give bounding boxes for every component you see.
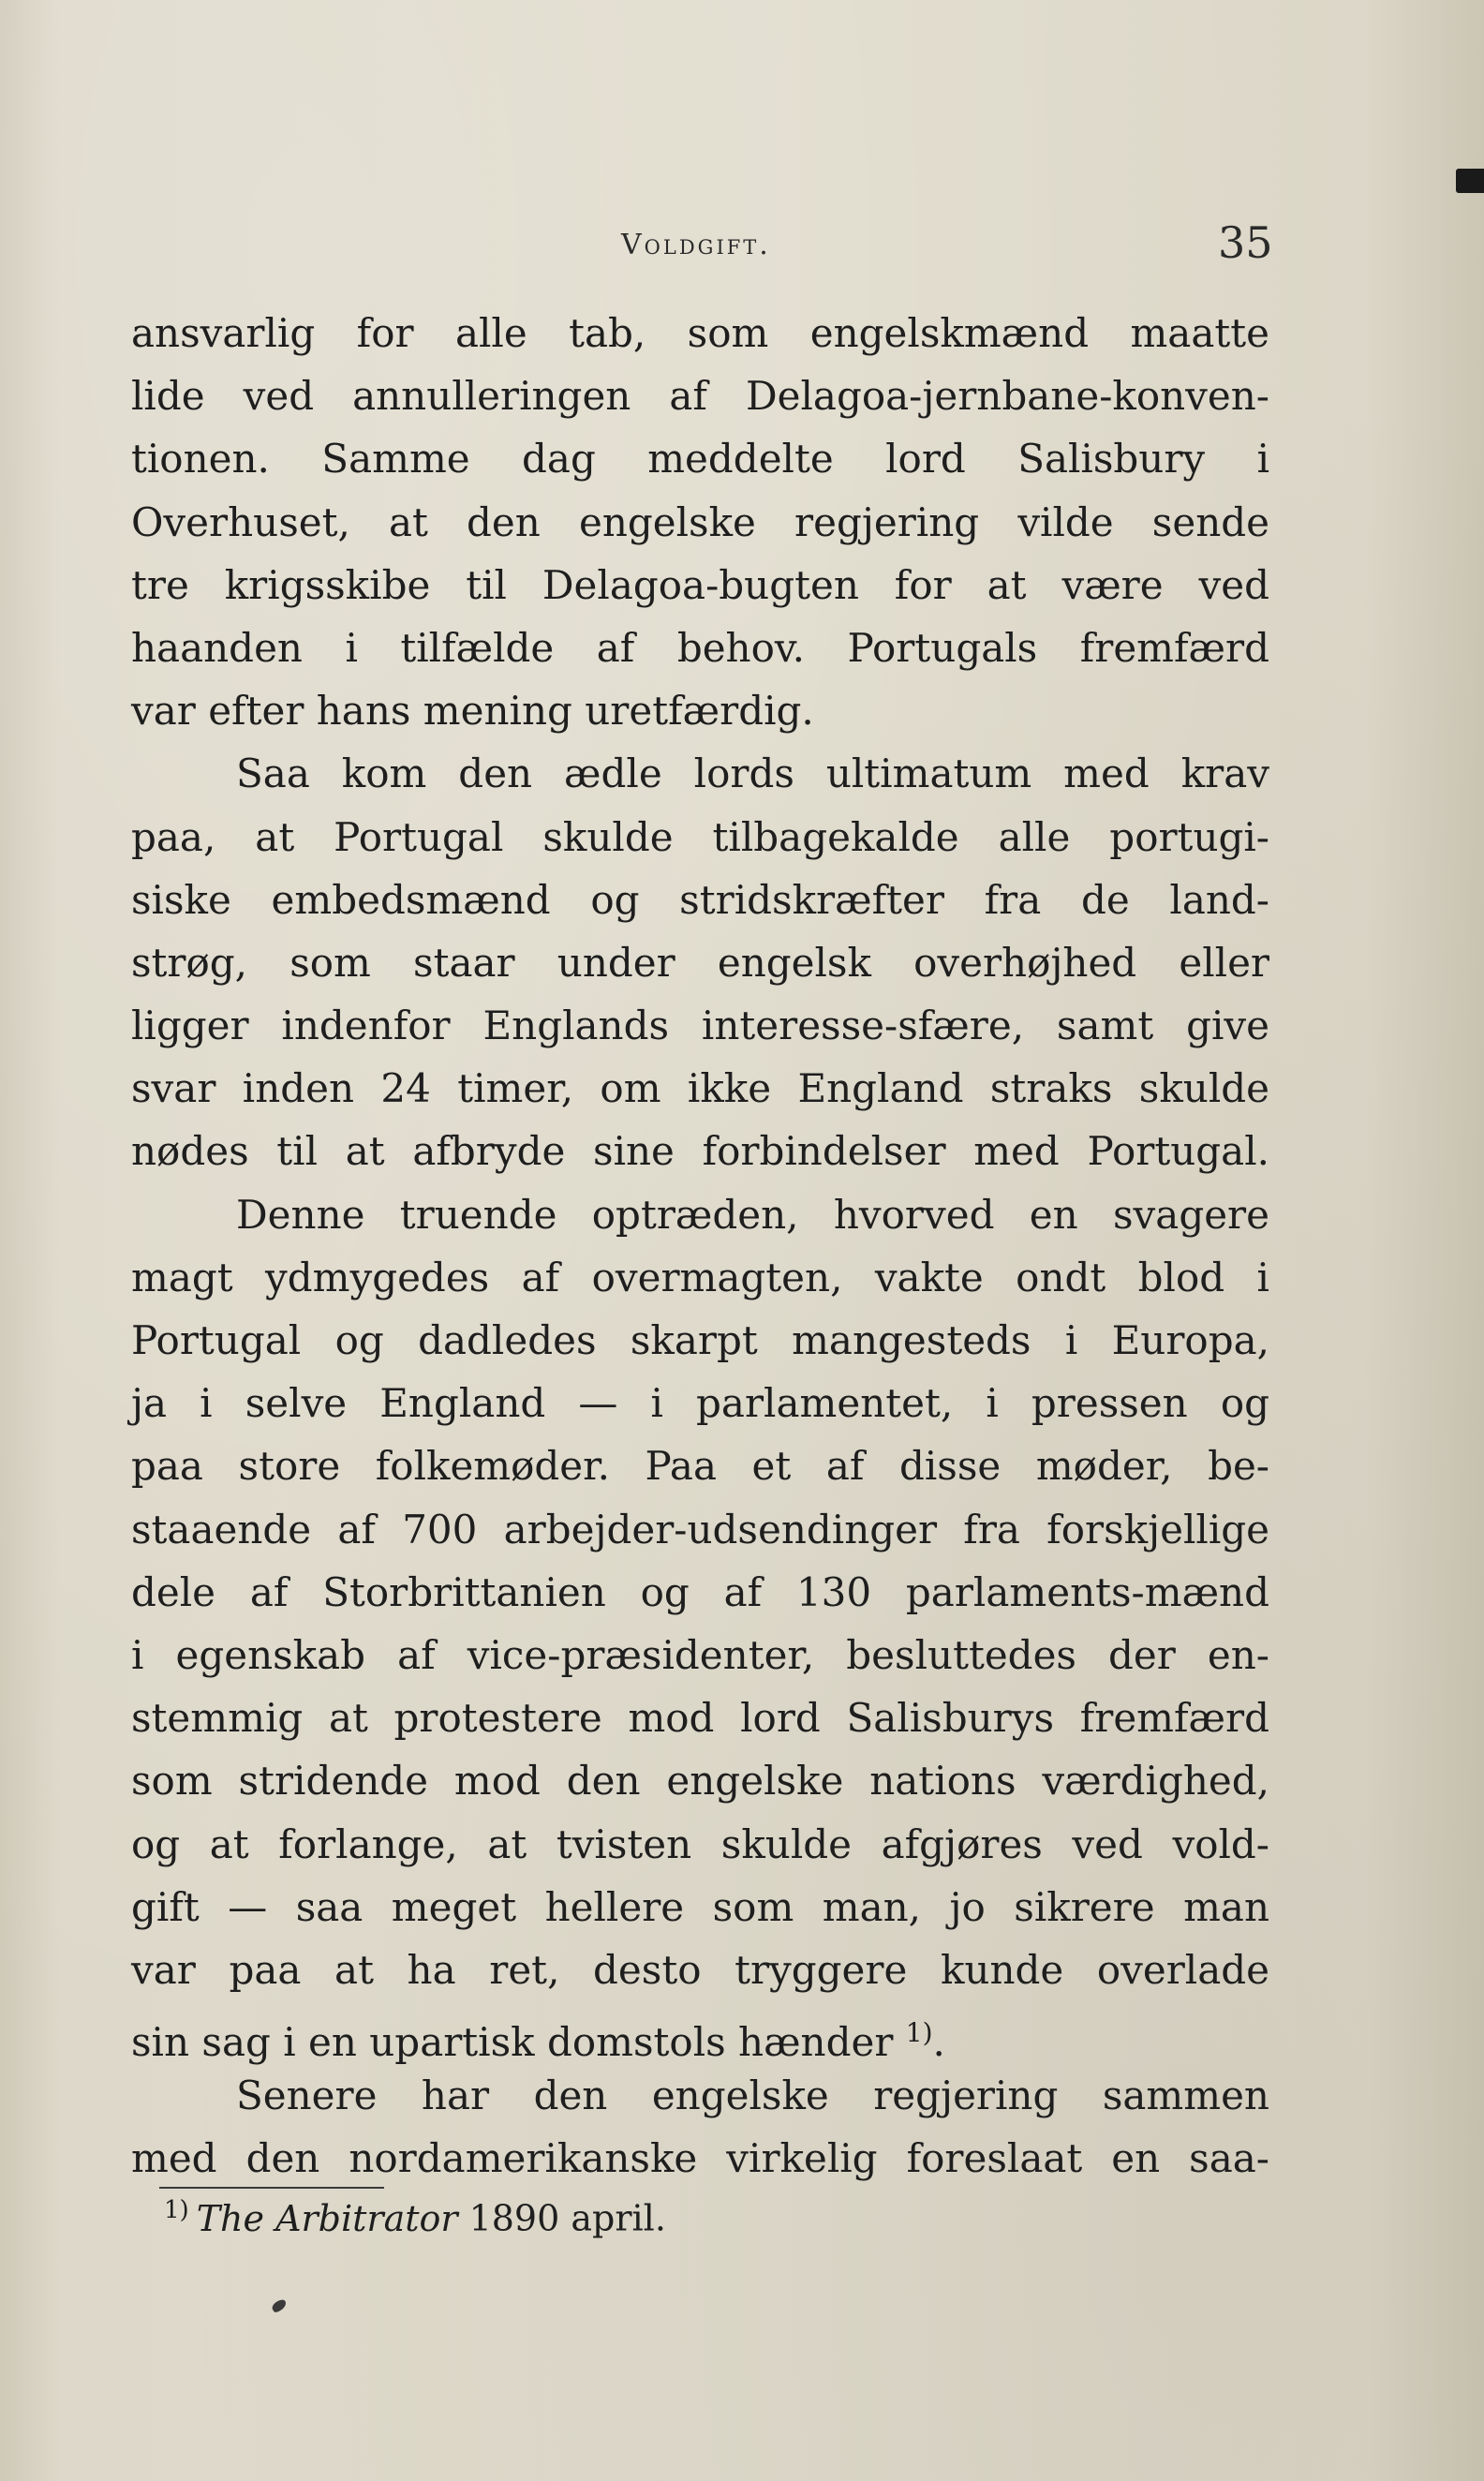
text-line: var efter hans mening uretfærdig.: [131, 688, 814, 735]
text-line: paa store folkemøder. Paa et af disse møder, be-: [131, 1443, 1269, 1490]
text-line: i egenskab af vice-præsidenter, besluttedes der en-: [131, 1631, 1269, 1678]
text-line: lide ved annulleringen af Delagoa-jernbane-konven-: [131, 373, 1269, 420]
text-line: svar inden 24 timer, om ikke England straks skulde: [131, 1065, 1269, 1112]
text-line: Portugal og dadledes skarpt mangesteds i Europa,: [131, 1317, 1269, 1363]
text-line: magt ydmygedes af overmagten, vakte ondt blod i: [131, 1254, 1269, 1300]
text-line: ja i selve England — i parlamentet, i pressen og: [131, 1380, 1269, 1427]
text-line: var paa at ha ret, desto tryggere kunde overlade: [131, 1946, 1269, 1993]
text-line: tre krigsskibe til Delagoa-bugten for at være ved: [131, 561, 1269, 608]
text-line: haanden i tilfælde af behov. Portugals fremfærd: [131, 624, 1269, 671]
text-line: ansvarlig for alle tab, som engelskmænd maatte: [131, 310, 1269, 356]
text-line: siske embedsmænd og stridskræfter fra de land-: [131, 876, 1269, 923]
text-line: Saa kom den ædle lords ultimatum med krav: [236, 750, 1269, 797]
ink-smudge: [271, 2298, 289, 2314]
text-line: stemmig at protestere mod lord Salisburys fremfærd: [131, 1695, 1269, 1742]
footnote: [164, 2196, 666, 2239]
text-line: staaende af 700 arbejder-udsendinger fra forskjellige: [131, 1506, 1269, 1552]
text-line: med den nordamerikanske virkelig foreslaat en saa-: [131, 2135, 1269, 2182]
footnote-reference[interactable]: 1): [905, 2017, 933, 2049]
text-line: Senere har den engelske regjering sammen: [236, 2072, 1269, 2119]
body-text: [131, 302, 1269, 2191]
footnote-work-title: The Arbitrator: [196, 2197, 458, 2239]
footnote-marker: 1): [164, 2196, 189, 2224]
running-head: [0, 217, 1484, 283]
text-line: som stridende mod den engelske nations værdighed,: [131, 1758, 1269, 1805]
text-line: strøg, som staar under engelsk overhøjhed eller: [131, 939, 1269, 986]
text-line: Denne truende optræden, hvorved en svagere: [236, 1191, 1269, 1238]
text-line: nødes til at afbryde sine forbindelser med Portugal.: [131, 1128, 1269, 1175]
page-edge-mark: [1456, 169, 1484, 193]
line-end-punctuation: .: [932, 2019, 945, 2066]
text-line: paa, at Portugal skulde tilbagekalde alle portugi-: [131, 813, 1269, 860]
text-line: Overhuset, at den engelske regjering vilde sende: [131, 498, 1269, 545]
text-line: [131, 2001, 1269, 2064]
running-title: Voldgift.: [621, 229, 771, 261]
text-line: og at forlange, at tvisten skulde afgjøres ved vold-: [131, 1820, 1269, 1867]
footnote-rule: [159, 2187, 384, 2189]
page-number: 35: [1218, 217, 1273, 268]
footnote-date: 1890 april.: [468, 2197, 666, 2239]
text-line: gift — saa meget hellere som man, jo sikrere man: [131, 1883, 1269, 1930]
text-line: ligger indenfor Englands interesse-sfære, samt give: [131, 1003, 1269, 1049]
line-text: sin sag i en upartisk domstols hænder: [131, 2019, 894, 2066]
text-line: dele af Storbrittanien og af 130 parlaments-mænd: [131, 1568, 1269, 1615]
text-line: tionen. Samme dag meddelte lord Salisbury i: [131, 436, 1269, 483]
